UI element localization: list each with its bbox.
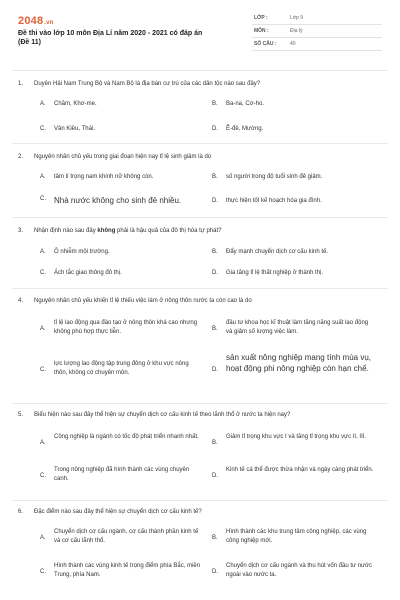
page-header <box>0 0 400 62</box>
question-text <box>18 297 378 305</box>
option-text: Chăm, Khơ-me. <box>54 101 97 107</box>
question-text <box>18 508 378 516</box>
option-text: Công nghiệp là ngành có tốc độ phát triển nhanh nhất. <box>54 434 199 440</box>
question-text <box>18 153 378 161</box>
option-letter: A. <box>40 440 46 446</box>
question-text <box>18 227 378 235</box>
option-letter: B. <box>212 440 218 446</box>
question-stem-start: Nhận định nào sau đây <box>34 228 98 234</box>
option-text: Chuyển dịch cơ cấu ngành và thu hút vốn đầu tư nước ngoài vào nước ta. <box>226 563 372 578</box>
divider <box>12 288 388 289</box>
question-text <box>18 411 378 419</box>
option-letter: B. <box>212 535 218 541</box>
divider <box>12 143 388 144</box>
divider <box>12 403 388 404</box>
option-letter: D. <box>212 270 218 276</box>
exam-title-line1: Đề thi vào lớp 10 môn Địa Lí năm 2020 - 2021 có đáp án <box>18 30 203 37</box>
option-letter: B. <box>212 174 218 180</box>
question-number: 2. <box>18 154 24 160</box>
option-letter: A. <box>40 249 46 255</box>
option-letter: C. <box>40 196 46 202</box>
option-text: tỉ lệ lao động qua đào tạo ở nông thôn khá cao nhưng không phù hợp thực tiễn. <box>54 320 198 335</box>
option-text: sản xuất nông nghiệp mang tính mùa vụ, hoạt động phi nông nghiệp còn hạn chế. <box>226 353 371 374</box>
logo-domain: .vn <box>44 20 54 26</box>
option-letter: D. <box>212 569 218 575</box>
divider <box>12 217 388 218</box>
question-stem: Biểu hiện nào sau đây thể hiện sự chuyển dịch cơ cấu kinh tế theo lãnh thổ ở nước ta hiện nay? <box>34 412 291 418</box>
option-text: Trong nông nghiệp đã hình thành các vùng chuyên canh. <box>54 467 190 482</box>
option-letter: D. <box>212 198 218 204</box>
divider <box>12 70 388 71</box>
option-text: đầu tư khoa học kĩ thuật làm tăng năng suất lao động và giảm số lượng việc làm. <box>226 320 369 335</box>
question-stem: Đặc điểm nào sau đây thể hiện sự chuyển dịch cơ cấu kinh tế? <box>34 509 202 515</box>
option-text: Vân Kiều, Thái. <box>54 126 95 132</box>
question-number: 4. <box>18 298 24 304</box>
class-label: LỚP : <box>252 12 288 25</box>
option-letter: A. <box>40 174 46 180</box>
question-number: 1. <box>18 81 24 87</box>
subject-value: Địa lý <box>288 25 382 38</box>
question-stem: Nguyên nhân chủ yếu trong giai đoạn hiện nay tỉ lệ sinh giảm là do <box>34 154 212 160</box>
option-letter: A. <box>40 101 46 107</box>
question-stem: Duyên Hải Nam Trung Bộ và Nam Bộ là địa bàn cư trú của các dân tộc nào sau đây? <box>34 81 261 87</box>
option-letter: D. <box>212 126 218 132</box>
question-count-label: SỐ CÂU : <box>252 38 288 51</box>
question-stem-end: phải là hậu quả của đô thị hóa tự phát? <box>115 228 222 234</box>
option-letter: C. <box>40 473 46 479</box>
option-text: Hình thành các vùng kinh tế trọng điểm phía Bắc, miền Trung, phía Nam. <box>54 563 201 578</box>
option-text: số người trong độ tuổi sinh đẻ giảm. <box>226 174 323 180</box>
option-text: Ô nhiễm môi trường. <box>54 249 110 255</box>
option-text: lực lượng lao động tập trung đông ở khu vực nông thôn, không có chuyên môn. <box>54 361 189 376</box>
question-text <box>18 80 378 88</box>
option-text: Giảm tỉ trọng khu vực I và tăng tỉ trọng khu vực II, III. <box>226 434 367 440</box>
option-text: Gia tăng tỉ lệ thất nghiệp ở thành thị. <box>226 270 323 276</box>
option-letter: B. <box>212 326 218 332</box>
class-value: Lớp 9 <box>288 12 382 25</box>
option-text: Đẩy mạnh chuyển dịch cơ cấu kinh tế. <box>226 249 328 255</box>
option-letter: B. <box>212 101 218 107</box>
option-letter: D. <box>212 473 218 479</box>
option-letter: D. <box>212 367 218 373</box>
exam-title-line2: (Đề 11) <box>18 39 41 47</box>
option-text: Nhà nước không cho sinh đẻ nhiều. <box>54 196 182 205</box>
logo-text: 2048 <box>18 15 44 27</box>
option-text: Ba-na, Cơ-ho. <box>226 101 264 107</box>
question-count-value: 40 <box>288 38 382 51</box>
question-number: 3. <box>18 228 24 234</box>
option-text: Ách tắc giao thông đô thị. <box>54 270 122 276</box>
subject-label: MÔN : <box>252 25 288 38</box>
option-letter: C. <box>40 126 46 132</box>
exam-meta-table <box>252 12 382 51</box>
option-text: Hình thành các khu trung tâm công nghiệp, các vùng công nghiệp mới. <box>226 529 367 544</box>
question-number: 5. <box>18 412 24 418</box>
option-letter: C. <box>40 270 46 276</box>
option-letter: A. <box>40 535 46 541</box>
option-letter: B. <box>212 249 218 255</box>
option-letter: A. <box>40 326 46 332</box>
divider <box>12 500 388 501</box>
option-letter: C. <box>40 367 46 373</box>
option-text: Ê-đê, Mường. <box>226 126 264 132</box>
exam-title <box>18 29 243 48</box>
site-logo[interactable] <box>18 15 54 27</box>
question-stem: Nguyên nhân chủ yếu khiến tỉ lệ thiếu việc làm ở nông thôn nước ta còn cao là do <box>34 298 252 304</box>
option-text: thực hiện tốt kế hoạch hóa gia đình. <box>226 198 322 204</box>
option-letter: C. <box>40 569 46 575</box>
question-number: 6. <box>18 509 24 515</box>
option-text: Chuyển dịch cơ cấu ngành, cơ cấu thành phần kinh tế và cơ cấu lãnh thổ. <box>54 529 199 544</box>
question-stem-emphasis: không <box>97 228 116 234</box>
option-text: tâm lí trọng nam khinh nữ không còn. <box>54 174 154 180</box>
option-text: Kinh tế cá thể được thừa nhận và ngày càng phát triển. <box>226 467 374 473</box>
